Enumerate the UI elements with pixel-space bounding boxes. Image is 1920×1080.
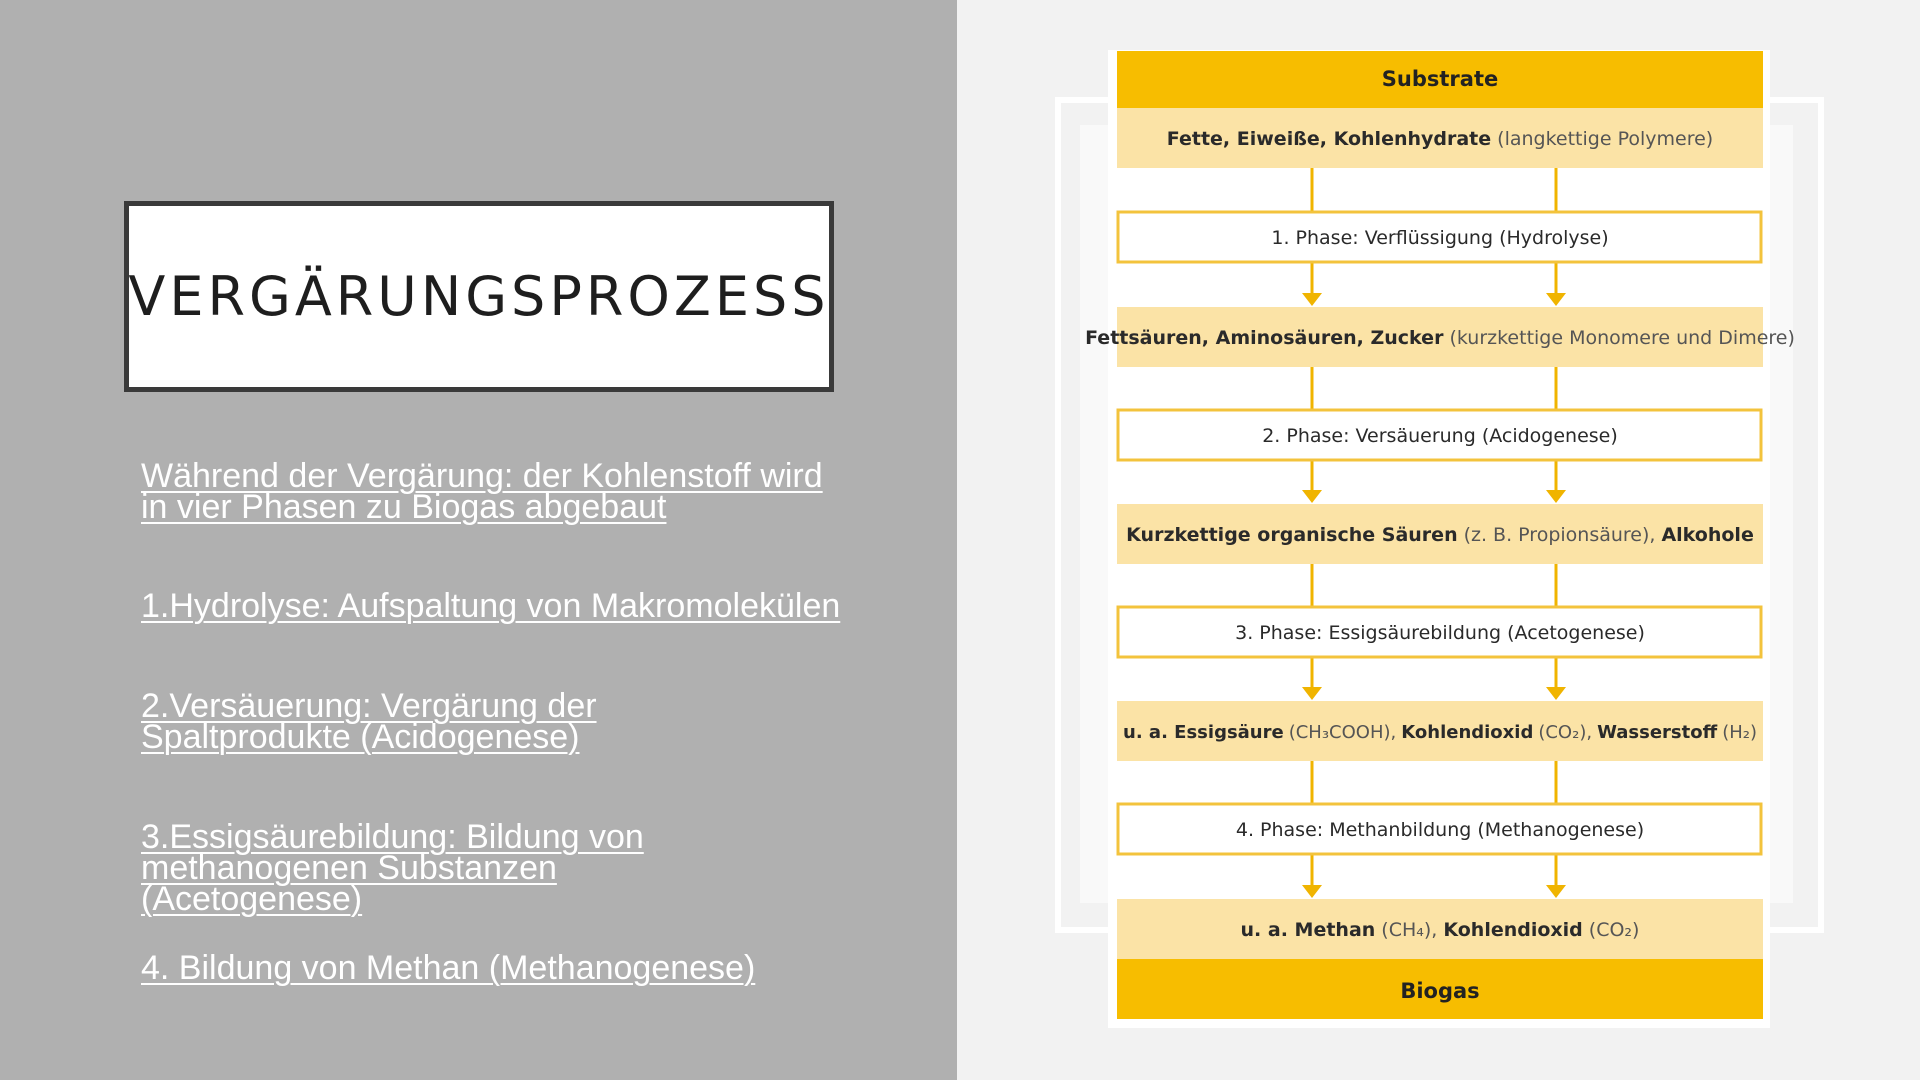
phase-acidogenesis-label: 2. Phase: Versäuerung (Acidogenese) xyxy=(1262,425,1618,447)
substance-monomers-light: (kurzkettige Monomere und Dimere) xyxy=(1449,327,1795,349)
substance-acids-bold: Kurzkettige organische Säuren xyxy=(1126,524,1458,546)
substance-acids-bold2: Alkohole xyxy=(1661,524,1754,546)
substance-acetic-light: (CH₃COOH), xyxy=(1288,722,1397,743)
bullet-methanogenesis-link[interactable]: 4. Bildung von Methan (Methanogenese) xyxy=(141,949,756,987)
phase-acetogenesis-label: 3. Phase: Essigsäurebildung (Acetogenese) xyxy=(1235,622,1645,644)
substance-methane-bold: u. a. Methan xyxy=(1240,919,1376,941)
bullet-acidogenesis-link[interactable]: 2.Versäuerung: Vergärung der Spaltprodukte (Acidogenese) xyxy=(141,687,597,756)
biogas-footer-label: Biogas xyxy=(1400,979,1480,1003)
substance-acetic-bold2: Kohlendioxid xyxy=(1401,722,1534,743)
substance-methane-light2: (CO₂) xyxy=(1588,919,1640,941)
substance-methane-bold2: Kohlendioxid xyxy=(1443,919,1583,941)
substance-monomers-bold: Fettsäuren, Aminosäuren, Zucker xyxy=(1085,327,1444,349)
substrate-header-label: Substrate xyxy=(1381,67,1499,91)
bullet-hydrolysis-link[interactable]: 1.Hydrolyse: Aufspaltung von Makromolekülen xyxy=(141,587,841,625)
substance-monomers xyxy=(1085,327,1795,349)
substance-acetic-bold: u. a. Essigsäure xyxy=(1123,722,1284,743)
substance-box-methane xyxy=(1117,899,1763,959)
slide-title: VERGÄRUNGSPROZESS xyxy=(128,265,830,328)
substance-acetic-bold3: Wasserstoff xyxy=(1597,722,1718,743)
bullet-intro-link[interactable]: Während der Vergärung: der Kohlenstoff wird in vier Phasen zu Biogas abgebaut xyxy=(141,457,823,526)
phase-hydrolysis-label: 1. Phase: Verflüssigung (Hydrolyse) xyxy=(1271,227,1609,249)
phase-methanogenesis-label: 4. Phase: Methanbildung (Methanogenese) xyxy=(1235,819,1645,841)
substance-methane-light: (CH₄), xyxy=(1381,919,1438,941)
substance-acetic-light2: (CO₂), xyxy=(1538,722,1593,743)
substance-acetic-acid xyxy=(1123,722,1757,743)
bullet-acetogenesis-link[interactable]: 3.Essigsäurebildung: Bildung von methanogenen Substanzen (Acetogenese) xyxy=(141,818,644,918)
substance-polymers xyxy=(1167,128,1713,150)
substance-polymers-bold: Fette, Eiweiße, Kohlenhydrate xyxy=(1166,128,1492,150)
substance-polymers-light: (langkettige Polymere) xyxy=(1497,128,1714,150)
substance-acids-light: (z. B. Propionsäure), xyxy=(1463,524,1656,546)
substance-acetic-light3: (H₂) xyxy=(1722,722,1757,743)
